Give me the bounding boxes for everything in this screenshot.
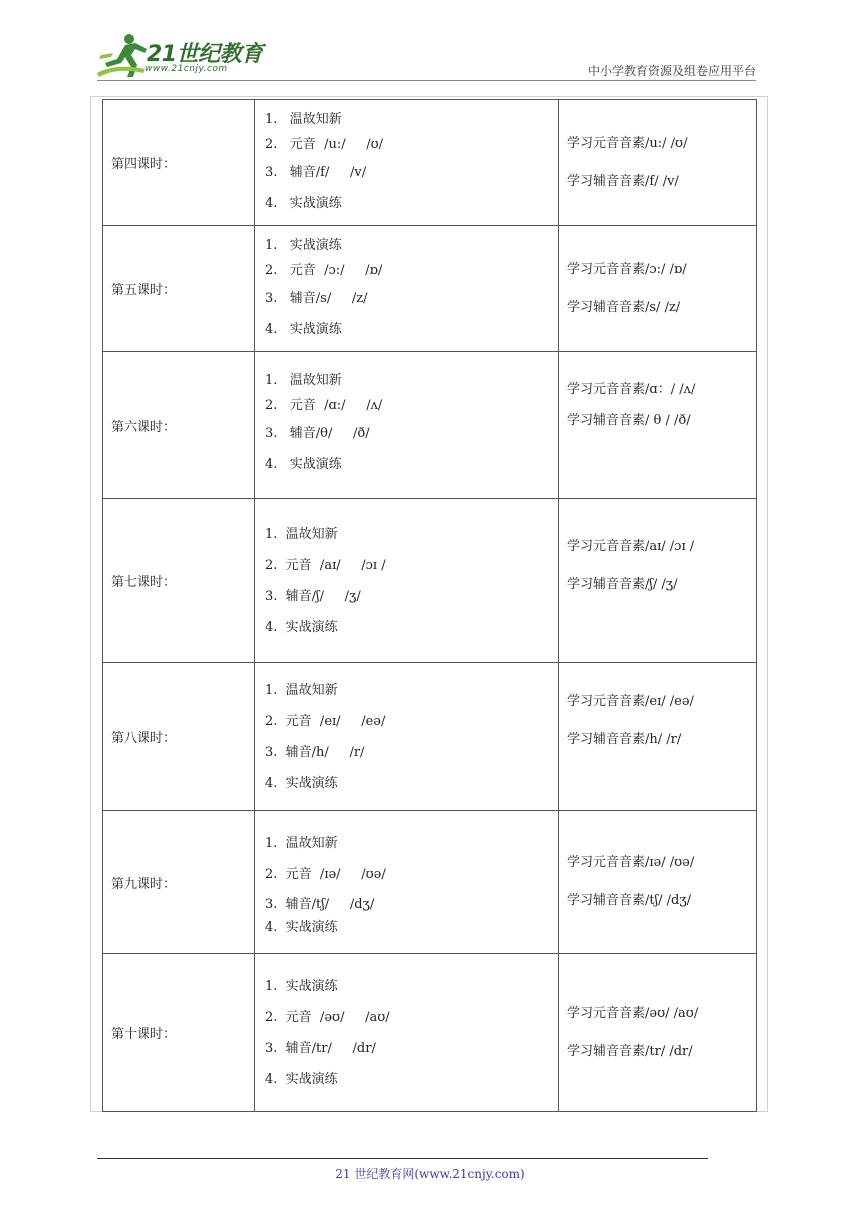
lesson-name: 第十课时： xyxy=(111,1027,177,1042)
table-row xyxy=(103,811,757,954)
lesson-objectives-cell xyxy=(559,352,757,499)
list-item: 4. 实战演练 xyxy=(265,1071,338,1087)
list-item: 3. 辅音/tʃ/ /dʒ/ xyxy=(265,897,375,912)
objective: 学习辅音音素/ʃ/ /ʒ/ xyxy=(567,577,678,592)
list-item: 3. 辅音/θ/ /ð/ xyxy=(265,426,370,441)
lesson-name-cell xyxy=(103,663,255,811)
objective: 学习元音音素/əʊ/ /aʊ/ xyxy=(567,1005,699,1021)
list-item: 3. 辅音/h/ /r/ xyxy=(265,744,365,760)
list-item: 4. 实战演练 xyxy=(265,775,338,791)
table-row xyxy=(103,226,757,352)
page-header xyxy=(0,0,860,90)
list-item: 1. 温故知新 xyxy=(265,682,338,698)
lesson-objectives-cell xyxy=(559,100,757,226)
table-row xyxy=(103,663,757,811)
list-item: 4. 实战演练 xyxy=(265,619,338,635)
objective: 学习元音音素/ɪə/ /ʊə/ xyxy=(567,855,695,870)
lesson-name-cell xyxy=(103,100,255,226)
list-item: 4. 实战演练 xyxy=(265,195,342,211)
lesson-name-cell xyxy=(103,954,255,1112)
list-item: 3. 辅音/tr/ /dr/ xyxy=(265,1040,376,1056)
list-item: 3. 辅音/f/ /v/ xyxy=(265,164,367,180)
list-item: 2. 元音 /ɪə/ /ʊə/ xyxy=(265,867,386,882)
lesson-items-cell xyxy=(255,352,559,499)
objective: 学习辅音音素/h/ /r/ xyxy=(567,732,682,747)
lesson-schedule-table xyxy=(102,99,757,1112)
list-item: 2. 元音 /aɪ/ /ɔɪ / xyxy=(265,557,386,573)
lesson-items-cell xyxy=(255,100,559,226)
objective: 学习元音音素/u:/ /ʊ/ xyxy=(567,135,688,151)
list-item: 4. 实战演练 xyxy=(265,457,342,472)
list-item: 2. 元音 /əʊ/ /aʊ/ xyxy=(265,1009,390,1025)
lesson-name: 第五课时： xyxy=(111,283,177,298)
list-item: 1. 温故知新 xyxy=(265,373,342,388)
objective: 学习辅音音素/tr/ /dr/ xyxy=(567,1043,693,1059)
list-item: 1. 温故知新 xyxy=(265,526,338,542)
lesson-name-cell xyxy=(103,226,255,352)
list-item: 2. 元音 /ɔ:/ /ɒ/ xyxy=(265,262,383,278)
lesson-name: 第九课时： xyxy=(111,876,177,892)
page-footer[interactable]: 21 世纪教育网(www.21cnjy.com) xyxy=(335,1167,525,1181)
lesson-name-cell xyxy=(103,352,255,499)
lesson-name: 第七课时： xyxy=(111,575,177,590)
table-row xyxy=(103,352,757,499)
list-item: 1. 温故知新 xyxy=(265,836,338,851)
lesson-objectives-cell xyxy=(559,663,757,811)
objective: 学习辅音音素/ θ / /ð/ xyxy=(567,413,691,428)
table-row xyxy=(103,954,757,1112)
lesson-objectives-cell xyxy=(559,954,757,1112)
lesson-items-cell xyxy=(255,811,559,954)
objective: 学习辅音音素/tʃ/ /dʒ/ xyxy=(567,893,692,908)
list-item: 2. 元音 /ɑ:/ /ʌ/ xyxy=(265,398,383,413)
lesson-items-cell xyxy=(255,663,559,811)
list-item: 3. 辅音/s/ /z/ xyxy=(265,290,368,306)
list-item: 3. 辅音/ʃ/ /ʒ/ xyxy=(265,588,361,604)
lesson-items-cell xyxy=(255,499,559,663)
schedule-table-frame xyxy=(90,96,768,1112)
list-item: 1. 温故知新 xyxy=(265,111,342,127)
lesson-objectives-cell xyxy=(559,226,757,352)
objective: 学习辅音音素/s/ /z/ xyxy=(567,299,681,315)
list-item: 4. 实战演练 xyxy=(265,920,338,935)
list-item: 1. 实战演练 xyxy=(265,978,338,994)
objective: 学习元音音素/eɪ/ /eə/ xyxy=(567,694,694,709)
lesson-items-cell xyxy=(255,226,559,352)
table-row xyxy=(103,499,757,663)
objective: 学习元音音素/aɪ/ /ɔɪ / xyxy=(567,539,695,554)
lesson-items-cell xyxy=(255,954,559,1112)
running-figure-icon xyxy=(95,33,151,79)
site-logo[interactable] xyxy=(95,33,265,79)
objective: 学习元音音素/ɑ：/ /ʌ/ xyxy=(567,382,696,397)
lesson-name-cell xyxy=(103,499,255,663)
logo-url: www.21cnjy.com xyxy=(145,64,228,74)
objective: 学习元音音素/ɔ:/ /ɒ/ xyxy=(567,261,687,277)
list-item: 4. 实战演练 xyxy=(265,321,342,337)
lesson-name: 第四课时： xyxy=(111,157,177,172)
list-item: 1. 实战演练 xyxy=(265,237,342,253)
lesson-objectives-cell xyxy=(559,811,757,954)
lesson-objectives-cell xyxy=(559,499,757,663)
list-item: 2. 元音 /u:/ /ʊ/ xyxy=(265,136,384,152)
logo-text: 21世纪教育 xyxy=(147,42,263,67)
platform-title: 中小学教育资源及组卷应用平台 xyxy=(587,64,756,78)
lesson-name: 第六课时： xyxy=(111,419,177,435)
list-item: 2. 元音 /eɪ/ /eə/ xyxy=(265,713,386,729)
lesson-name: 第八课时： xyxy=(111,731,177,746)
footer-divider xyxy=(97,1158,708,1159)
table-row xyxy=(103,100,757,226)
objective: 学习辅音音素/f/ /v/ xyxy=(567,173,679,189)
lesson-name-cell xyxy=(103,811,255,954)
header-divider xyxy=(97,80,756,81)
